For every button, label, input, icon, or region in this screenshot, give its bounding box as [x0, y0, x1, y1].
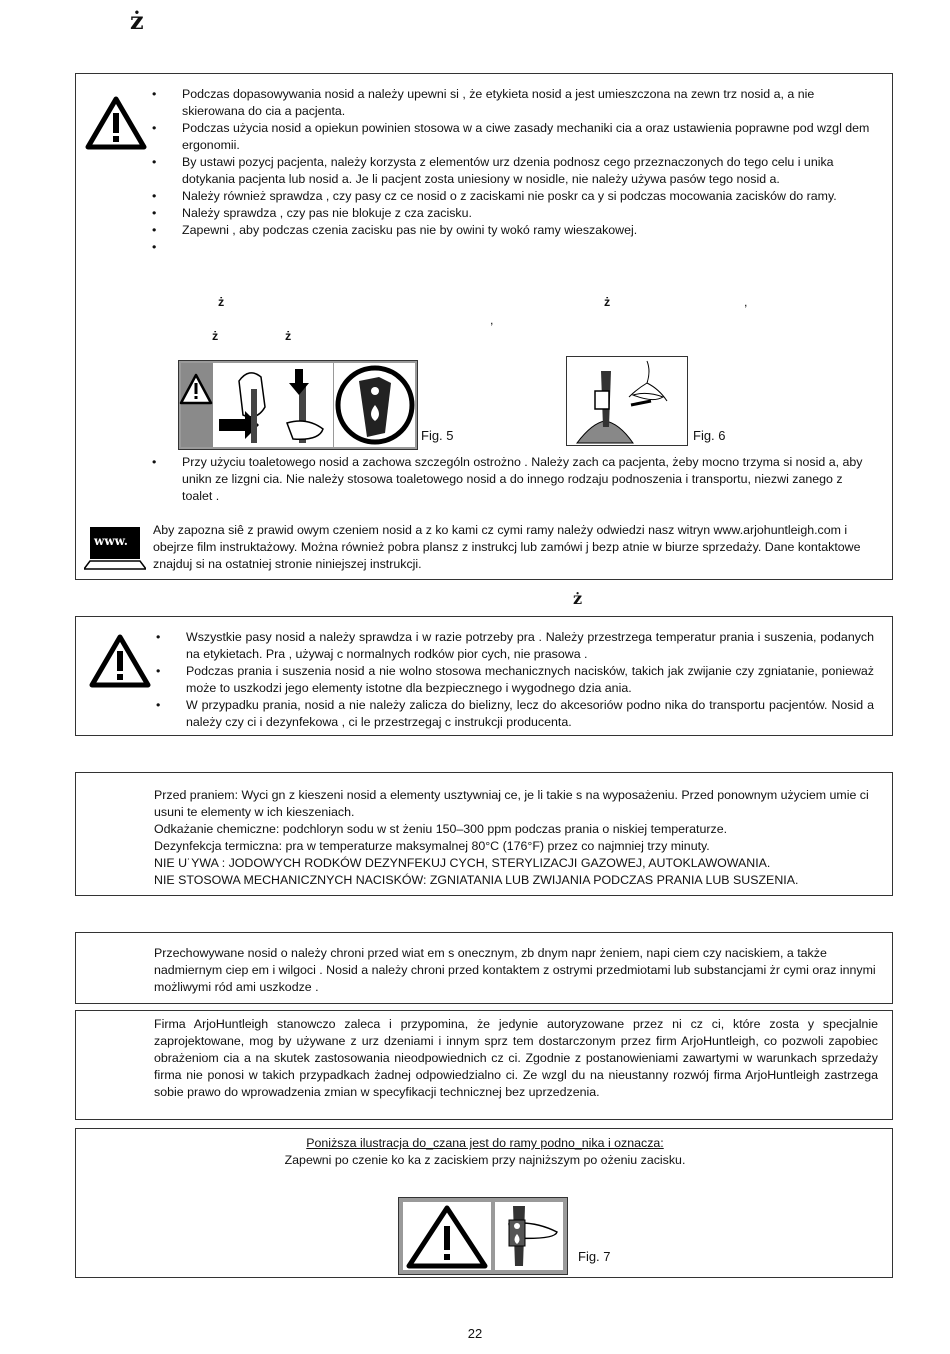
fig7-caption: Fig. 7	[578, 1249, 611, 1264]
section-glyph: ż	[573, 589, 583, 608]
text-fragment: ż	[604, 295, 611, 309]
usage-bullet-list	[152, 86, 874, 256]
text-fragment: ,	[490, 313, 494, 327]
page-number: 22	[467, 1326, 483, 1341]
cleaning-line: Dezynfekcja termiczna: pra w temperaturze maksymalnej 80°C (176°F) przez co najmniej trzy minuty.	[154, 839, 710, 853]
label-explanation-box	[75, 1128, 893, 1278]
website-computer-icon	[84, 525, 146, 571]
washing-bullet-list	[156, 629, 874, 731]
service-text: Firma ArjoHuntleigh stanowczo zaleca i przypomina, że jedynie autoryzowane przez ni cz ci, które zosta y specjalnie zaprojektowane, mog by używane z urz dzeniami i innym sprz tem dostarczonym przez firm ArjoHuntleigh, co pozwoli zapobiec obrażeniom cia a na skutek zastosowania nieodpowiednich cz ci. Zgodnie z postanowieniami zawartymi w warunkach sprzedaży firma nie ponosi w takich przypadkach żadnej odpowiedzialno ci. Ze wzgl du na nieustanny rozwój firma ArjoHuntleigh zastrzega sobie prawo do wprowadzenia zmian w specyfikacji technicznej bez uprzedzenia.	[154, 1017, 878, 1099]
warning-box-usage	[75, 73, 893, 580]
list-item	[152, 239, 874, 256]
cleaning-line: Przed praniem: Wyci gn z kieszeni nosid a elementy usztywniaj ce, je li takie s na wyposażeniu. Przed ponownym użyciem umie ci usuni te elementy w ich kieszeniach.	[154, 788, 869, 819]
list-item: • Przy użyciu toaletowego nosid a zachowa szczególn ostrożno . Należy zach ca pacjenta, żeby mocno trzyma si nosid a, aby unikn ze lizgni cia. Nie należy stosowa toaletowego nosid a do innego rodzaju podnoszenia i transportu, niezwi zanego z toalet .	[152, 454, 874, 505]
www-label: www.	[94, 534, 128, 548]
fig5-illustration	[178, 360, 418, 450]
list-item: • Wszystkie pasy nosid a należy sprawdza i w razie potrzeby pra . Należy przestrzega temperatur prania i suszenia, podanych na etykietach. Pra , używaj c normalnych rodków pior cych, nie prasowa .	[156, 629, 874, 663]
cleaning-instructions-box	[75, 772, 893, 896]
storage-text: Przechowywane nosid o należy chroni przed wiat em s onecznym, zb dnym napr żeniem, napi ciem czy naciskiem, a także nadmiernym ciep em i wilgoci . Nosid a należy chroni przed kontaktem z ostrymi przedmiotami lub substancjami żr cymi oraz innymi możliwymi ród ami uszkodze .	[154, 946, 876, 994]
cleaning-line: NIE STOSOWA MECHANICZNYCH NACISKÓW: ZGNIATANIA LUB ZWIJANIA PODCZAS PRANIA LUB SUSZENIA.	[154, 873, 799, 887]
list-item: • Należy sprawdza , czy pas nie blokuje z cza zacisku.	[152, 205, 874, 222]
list-item: • W przypadku prania, nosid a nie należy zalicza do bielizny, lecz do akcesoriów podno nika do transportu pacjentów. Nosid a należy czy ci i dezynfekowa , ci le przestrzegaj c instrukcji producenta.	[156, 697, 874, 731]
fig6-illustration	[566, 356, 688, 446]
text-fragment: ż	[285, 329, 292, 343]
label-intro: Poniższa ilustracja do_czana jest do ramy podno_nika i oznacza:	[306, 1136, 664, 1150]
list-item: • Podczas dopasowywania nosid a należy upewni si , że etykieta nosid a jest umieszczona na zewn trz nosid a, a nie skierowana do cia a pacjenta.	[152, 86, 874, 120]
text-fragment: ,	[744, 295, 748, 309]
toilet-sling-bullet	[152, 454, 874, 505]
warning-triangle-icon	[85, 96, 147, 155]
service-box	[75, 1010, 893, 1120]
text-fragment: ż	[212, 329, 219, 343]
text-fragment: ż	[218, 295, 225, 309]
header-glyph: ż	[130, 6, 144, 35]
list-item: • Zapewni , aby podczas czenia zacisku pas nie by owini ty wokó ramy wieszakowej.	[152, 222, 874, 239]
warning-triangle-icon	[89, 634, 151, 693]
list-item: • Należy również sprawdza , czy pasy cz ce nosid o z zaciskami nie poskr ca y si podczas mocowania zacisków do ramy.	[152, 188, 874, 205]
cleaning-instructions-text	[154, 787, 880, 889]
warning-box-washing	[75, 616, 893, 736]
cleaning-line: NIE U˙YWA : JODOWYCH RODKÓW DEZYNFEKUJ CYCH, STERYLIZACJI GAZOWEJ, AUTOKLAWOWANIA.	[154, 856, 771, 870]
fig5-caption: Fig. 5	[421, 428, 454, 443]
list-item: • Podczas użycia nosid a opiekun powinien stosowa w a ciwe zasady mechaniki cia a oraz ustawienia poprawne pod wzgl dem ergonomii.	[152, 120, 874, 154]
website-instructions-text: Aby zapozna siê z prawid owym czeniem nosid a z ko kami cz cymi ramy należy odwiedzi nasz witryn www.arjohuntleigh.com i obejrze film instruktażowy. Można również pobra plansz z instrukcj lub zamówi j bezp atnie w biurze sprzedaży. Dane kontaktowe znajduj si na ostatniej stronie niniejszej instrukcji.	[153, 523, 861, 571]
label-meaning: Zapewni po czenie ko ka z zaciskiem przy najniższym po ożeniu zacisku.	[284, 1153, 686, 1167]
cleaning-line: Odkażanie chemiczne: podchloryn sodu w st żeniu 150–300 ppm podczas prania o niskiej temperaturze.	[154, 822, 728, 836]
fig6-caption: Fig. 6	[693, 428, 726, 443]
list-item: • Podczas prania i suszenia nosid a nie wolno stosowa mechanicznych nacisków, takich jak zwijanie czy zgniatanie, ponieważ może to uszkodzi jego elementy istotne dla bezpiecznego i wygodnego dzia ania.	[156, 663, 874, 697]
fig7-illustration	[398, 1197, 568, 1275]
storage-box	[75, 932, 893, 1004]
list-item: • By ustawi pozycj pacjenta, należy korzysta z elementów urz dzenia podnosz cego przeznaczonych do tego celu i unika dotykania pacjenta lub nosid a. Je li pacjent zosta uniesiony w nosidle, nie należy używa pasów tego nosid a.	[152, 154, 874, 188]
